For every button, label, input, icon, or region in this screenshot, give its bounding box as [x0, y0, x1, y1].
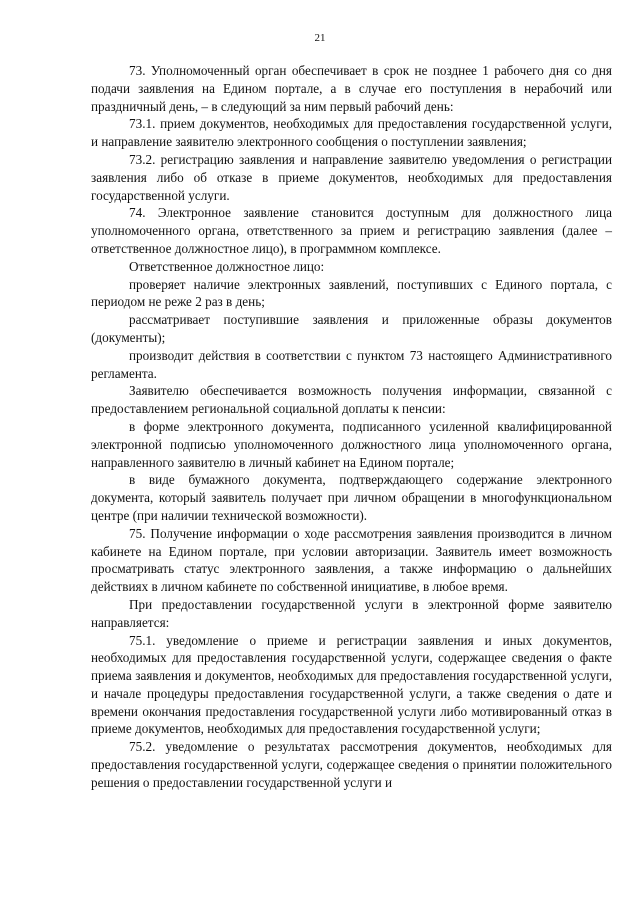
paragraph: 75.2. уведомление о результатах рассмотрения документов, необходимых для предоставления государственной услуги, содержащее сведения о принятии положительного решения о предоставлении государственной услуги и	[91, 739, 612, 790]
paragraph: 73.2. регистрацию заявления и направление заявителю уведомления о регистрации заявления либо об отказе в приеме документов, необходимых для предоставления государственной услуги.	[91, 151, 612, 203]
paragraph: в форме электронного документа, подписанного усиленной квалифицированной электронной подписью уполномоченного должностного лица уполномоченного органа, направленного заявителю в личный кабинет на Едином портале;	[91, 418, 612, 470]
page-number: 21	[314, 32, 326, 44]
paragraph: 75.1. уведомление о приеме и регистрации заявления и иных документов, необходимых для предоставления государственной услуги, содержащее сведения о факте приема заявления и документов, необходимых для предоставления государственной услуги, и начале процедуры предоставления государственной услуги, а также сведения о дате и времени окончания предоставления государственной услуги либо мотивированный отказ в приеме документов, необходимых для предоставления государственной услуги;	[91, 632, 612, 737]
paragraph: рассматривает поступившие заявления и приложенные образы документов (документы);	[91, 312, 612, 345]
paragraph: 73. Уполномоченный орган обеспечивает в срок не позднее 1 рабочего дня со дня подачи заявления на Едином портале, а в случае его поступления в нерабочий или праздничный день, – в следующий за ним первый рабочий день:	[91, 63, 612, 114]
paragraph: проверяет наличие электронных заявлений, поступивших с Единого портала, с периодом не реже 2 раз в день;	[91, 276, 612, 310]
paragraph: 75. Получение информации о ходе рассмотрения заявления производится в личном кабинете на Едином портале, при условии авторизации. Заявитель имеет возможность просматривать статус электронного заявления, а также информацию о дальнейших действиях в личном кабинете по собственной инициативе, в любое время.	[91, 525, 612, 595]
paragraph: Ответственное должностное лицо:	[129, 258, 325, 274]
paragraph: Заявителю обеспечивается возможность получения информации, связанной с предоставлением региональной социальной доплаты к пенсии:	[91, 383, 612, 417]
document-body	[91, 62, 612, 792]
paragraph: При предоставлении государственной услуги в электронной форме заявителю направляется:	[91, 596, 612, 630]
paragraph: в виде бумажного документа, подтверждающего содержание электронного документа, который заявитель получает при личном обращении в многофункциональном центре (при наличии технической возможности).	[91, 472, 612, 523]
paragraph: производит действия в соответствии с пунктом 73 настоящего Административного регламента.	[91, 347, 612, 381]
paragraph: 73.1. прием документов, необходимых для предоставления государственной услуги, и направление заявителю электронного сообщения о поступлении заявления;	[91, 116, 612, 150]
paragraph: 74. Электронное заявление становится доступным для должностного лица уполномоченного органа, ответственного за прием и регистрацию заявления (далее – ответственное должностное лицо), в программном комплексе.	[91, 205, 612, 256]
